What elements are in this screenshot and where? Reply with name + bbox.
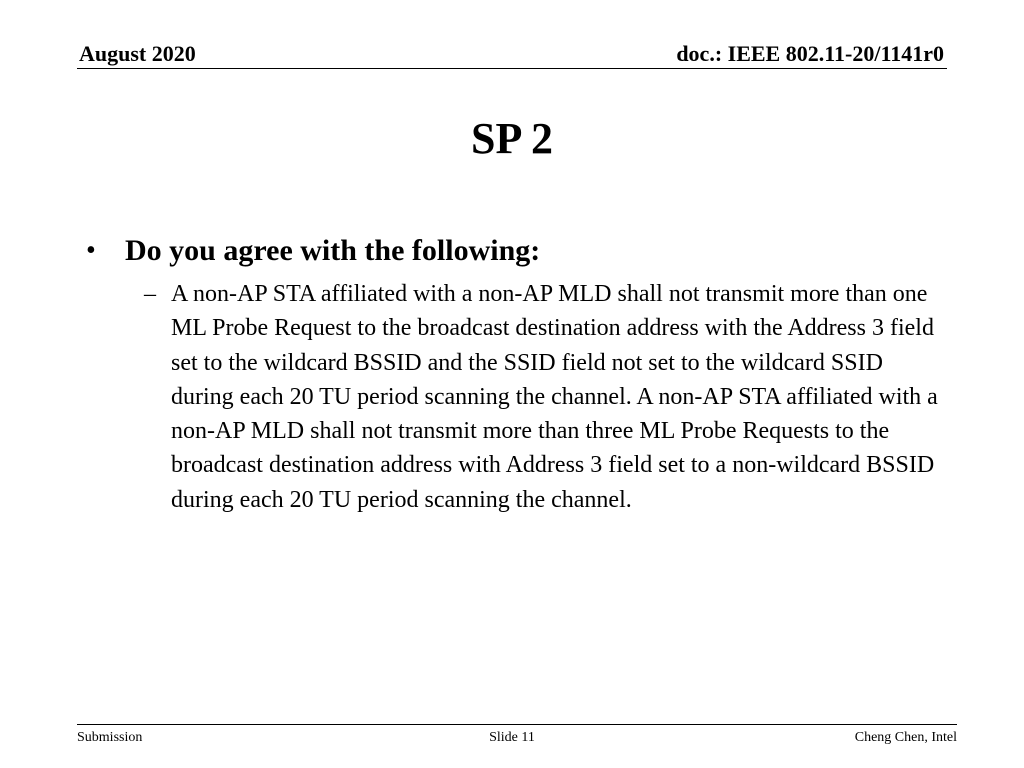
footer-divider bbox=[77, 724, 957, 725]
dash-icon: – bbox=[144, 281, 156, 307]
header-document-id: doc.: IEEE 802.11-20/1141r0 bbox=[676, 41, 944, 66]
slide-title: SP 2 bbox=[471, 114, 553, 163]
bullet-item bbox=[86, 232, 946, 270]
header-date: August 2020 bbox=[79, 41, 196, 66]
bullet-icon: • bbox=[86, 235, 96, 266]
sub-bullet-item bbox=[86, 277, 941, 517]
header-divider bbox=[77, 68, 947, 69]
sub-bullet-text: A non-AP STA affiliated with a non-AP MLD shall not transmit more than one ML Probe Request to the broadcast destination address with the Address 3 field set to the wildcard BSSID and the SSID field not set to the wildcard SSID during each 20 TU period scanning the channel. A non-AP STA affiliated with a non-AP MLD shall not transmit more than three ML Probe Requests to the broadcast destination address with Address 3 field set to a non-wildcard BSSID during each 20 TU period scanning the channel. bbox=[171, 281, 938, 513]
footer-submission: Submission bbox=[77, 730, 143, 745]
footer-slide-number: Slide 11 bbox=[489, 730, 535, 745]
slide-content bbox=[86, 232, 946, 517]
bullet-text: Do you agree with the following: bbox=[125, 234, 541, 267]
footer-author: Cheng Chen, Intel bbox=[854, 730, 957, 745]
